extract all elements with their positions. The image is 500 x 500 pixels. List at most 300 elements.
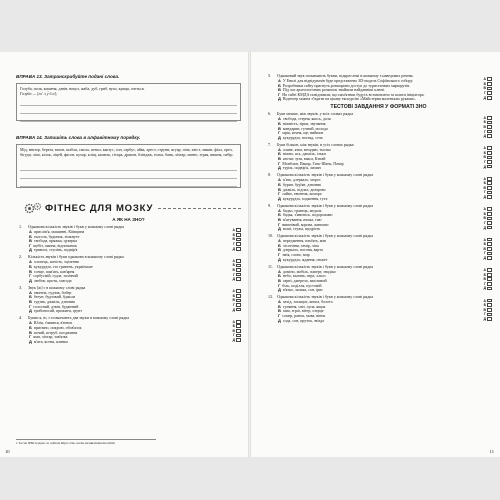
grid-letter: В xyxy=(483,246,486,251)
right-page xyxy=(251,52,500,457)
answer-grid xyxy=(476,77,492,100)
answer-option xyxy=(265,288,492,293)
answer-checkbox[interactable] xyxy=(487,238,492,242)
answer-checkbox[interactable] xyxy=(236,294,241,298)
answer-grid xyxy=(476,146,492,169)
answer-option xyxy=(265,227,492,232)
option-letter: Б xyxy=(278,181,281,187)
answer-option xyxy=(16,340,241,345)
answer-grid xyxy=(476,268,492,291)
option-text: любов, щастя, злагода xyxy=(33,277,72,283)
grid-letter: Г xyxy=(484,220,486,225)
option-letter: Д xyxy=(278,165,281,171)
answer-option xyxy=(265,166,492,171)
option-text: яготяг, зузя, вакса, Китай xyxy=(282,156,326,162)
grid-letter: Д xyxy=(232,246,235,251)
option-text: доміно, мобіль, паперт, знадіко xyxy=(282,268,336,274)
question-text: Звук [ж] є в кожному слові рядка xyxy=(28,284,86,290)
option-text: тривога, ступінь, подвір'я xyxy=(33,247,78,253)
answer-option xyxy=(265,197,492,202)
grid-letter: Г xyxy=(484,251,486,256)
question-text: Однакова кількість звуків і букв у кожному слові рядка xyxy=(28,224,125,229)
answer-checkbox[interactable] xyxy=(236,273,241,277)
option-letter: А xyxy=(29,320,32,326)
option-text: бурян, бур'ян, дзвоник xyxy=(282,181,322,187)
grid-letter: А xyxy=(232,319,235,324)
question-number: 11. xyxy=(268,263,273,269)
fitness-header xyxy=(24,202,241,215)
grid-letter: А xyxy=(483,176,486,181)
grid-letter: В xyxy=(232,237,235,242)
answer-grid-row xyxy=(225,246,241,251)
answer-checkbox[interactable] xyxy=(236,308,241,312)
option-letter: Б xyxy=(278,303,281,309)
question-10 xyxy=(265,234,492,262)
exercise-13-example: Голуба — [гоʹ л у́ б а]; xyxy=(20,91,58,97)
option-letter: В xyxy=(29,329,32,335)
answer-grid xyxy=(225,289,241,312)
tests-title: ТЕСТОВІ ЗАВДАННЯ У ФОРМАТІ ЗНО xyxy=(330,104,427,111)
grid-letter: Д xyxy=(483,286,486,291)
option-letter: Д xyxy=(29,308,32,314)
option-letter: В xyxy=(278,156,281,162)
option-letter: А xyxy=(278,116,281,122)
grid-letter: Г xyxy=(233,333,235,338)
question-1 xyxy=(16,225,241,253)
option-text: бадьо, гравець, медаль xyxy=(282,207,322,213)
answer-checkbox[interactable] xyxy=(487,212,492,216)
option-text: приємно, покрою, обов'язок xyxy=(33,324,82,330)
option-text: На сайті КМДА повідомили, що пам'ятник будуть встановлено за кошти ініціатора. xyxy=(282,91,425,97)
option-letter: Д xyxy=(278,317,281,323)
question-text: Однакова кількість звуків і букв у кожному слові рядка xyxy=(277,202,374,208)
option-letter: А xyxy=(278,238,281,244)
answer-option xyxy=(265,258,492,263)
option-text: п'ять, дзеркало, мороз xyxy=(282,177,321,183)
answer-checkbox[interactable] xyxy=(236,277,241,281)
answer-checkbox[interactable] xyxy=(487,125,492,129)
answer-checkbox[interactable] xyxy=(487,221,492,225)
option-text: сонце, пам'ять, кав'ярня xyxy=(33,268,75,274)
option-letter: В xyxy=(29,238,32,244)
option-text: кукурудза, ждання, сюжет xyxy=(282,256,328,262)
answer-checkbox[interactable] xyxy=(487,268,492,272)
option-letter: Д xyxy=(29,277,32,283)
answer-checkbox[interactable] xyxy=(487,151,492,155)
answer-checkbox[interactable] xyxy=(236,303,241,307)
dashed-rule xyxy=(158,208,241,209)
question-number: 1. xyxy=(19,224,23,229)
answer-grid xyxy=(476,207,492,230)
option-letter: Д xyxy=(29,338,32,344)
grid-letter: Г xyxy=(484,190,486,195)
option-text: кукурудза, ходження, гута xyxy=(282,195,328,201)
option-text: гвинтік, гудзик, бобер xyxy=(33,289,72,295)
answer-checkbox[interactable] xyxy=(487,217,492,221)
answer-checkbox[interactable] xyxy=(487,277,492,281)
grid-letter: А xyxy=(483,268,486,273)
grid-letter: В xyxy=(232,298,235,303)
exercise-13-box xyxy=(16,83,241,121)
question-number: 9. xyxy=(268,202,272,208)
option-text: сода, сон, пруток, звізда xyxy=(282,317,324,323)
question-3 xyxy=(16,286,241,314)
grid-letter: Д xyxy=(232,338,235,343)
grid-letter: Д xyxy=(483,225,486,230)
question-text: Букв менше, ніж звуків, у всіх словах рядка xyxy=(277,111,354,117)
option-text: грибоносий, прожити, ґрунт xyxy=(33,308,83,314)
option-letter: Д xyxy=(29,247,32,253)
grid-letter: Б xyxy=(483,181,486,186)
grid-letter: Б xyxy=(483,81,486,86)
question-text: Однаковий звук позначають букви, підкреслені в кожному з наведених речень xyxy=(277,73,414,78)
answer-checkbox[interactable] xyxy=(487,282,492,286)
answer-checkbox[interactable] xyxy=(487,177,492,181)
grid-letter: Г xyxy=(484,160,486,165)
grid-letter: Г xyxy=(484,281,486,286)
answer-checkbox[interactable] xyxy=(487,116,492,120)
option-text: сорбусмій, гудза, залізний xyxy=(33,273,78,279)
grid-letter: Д xyxy=(483,164,486,169)
answer-checkbox[interactable] xyxy=(236,334,241,338)
answer-checkbox[interactable] xyxy=(487,299,492,303)
answer-checkbox[interactable] xyxy=(236,329,241,333)
grid-letter: В xyxy=(483,155,486,160)
question-number: 10. xyxy=(268,233,274,239)
answer-grid xyxy=(476,237,492,260)
answer-grid-row xyxy=(476,134,492,139)
grid-letter: Д xyxy=(483,134,486,139)
answer-lines xyxy=(20,163,237,187)
option-text: гьоголь, будинок, зімкнуте xyxy=(33,233,80,239)
book-spread xyxy=(0,52,500,457)
option-letter: Б xyxy=(278,120,281,126)
answer-checkbox[interactable] xyxy=(487,252,492,256)
option-letter: Г xyxy=(278,91,281,97)
answer-checkbox[interactable] xyxy=(236,247,241,251)
grid-letter: А xyxy=(483,146,486,151)
option-text: турок, подвір'я, лиман xyxy=(282,165,321,171)
answer-checkbox[interactable] xyxy=(236,324,241,328)
option-letter: Б xyxy=(278,82,281,88)
option-letter: А xyxy=(29,259,32,265)
exercise-14-title: ВПРАВА 14. Запишіть слова в алфавітному порядку. xyxy=(16,135,141,140)
option-letter: В xyxy=(278,125,281,131)
answer-grid-row xyxy=(225,338,241,343)
answer-checkbox[interactable] xyxy=(487,273,492,277)
option-letter: В xyxy=(278,216,281,222)
option-text: м'ятування, юшка, гаю xyxy=(282,216,322,222)
answer-checkbox[interactable] xyxy=(487,156,492,160)
question-text: Кількість звуків і букв однакова в кожному слові рядка xyxy=(28,254,124,260)
grid-letter: В xyxy=(232,328,235,333)
option-text: Юлія, з'явився, в'юнок xyxy=(33,320,73,326)
option-text: ніжність, зірки, звучання xyxy=(282,120,326,126)
answer-checkbox[interactable] xyxy=(487,186,492,190)
option-text: Під час археологічних розкопок знайшли найдавніші ключі. xyxy=(282,87,386,93)
option-text: Монблан, Пакир, Гизь-Шань, Памір xyxy=(282,160,344,166)
option-text: У Енклі для відвідувачів буде представлено 3D-модель Софіївського собору. xyxy=(282,77,414,83)
option-letter: А xyxy=(278,299,281,305)
answer-checkbox[interactable] xyxy=(487,77,492,81)
question-number: 3. xyxy=(19,284,23,290)
question-8 xyxy=(265,173,492,201)
answer-checkbox[interactable] xyxy=(487,96,492,100)
question-text: Однакова кількість звуків і букв у кожному слові рядка xyxy=(277,172,374,178)
answer-checkbox[interactable] xyxy=(487,303,492,307)
option-text: біль, поділля, пустомій xyxy=(282,282,322,288)
answer-grid-row xyxy=(476,286,492,291)
option-letter: Г xyxy=(278,252,281,258)
answer-checkbox[interactable] xyxy=(487,207,492,211)
option-text: гарні, джерело, мисливий xyxy=(282,277,327,283)
answer-grid-row xyxy=(476,195,492,200)
answer-checkbox[interactable] xyxy=(487,134,492,138)
answer-option xyxy=(265,97,492,102)
grid-letter: Г xyxy=(233,272,235,277)
option-letter: Б xyxy=(29,324,32,330)
answer-checkbox[interactable] xyxy=(487,160,492,164)
question-text: Букв більше, ніж звуків, в усіх словах рядка xyxy=(277,141,354,147)
left-questions xyxy=(16,225,241,344)
option-text: ясний, яструб, поєднання xyxy=(33,329,78,335)
question-number: 4. xyxy=(19,315,23,321)
answer-grid-row xyxy=(225,277,241,282)
answer-checkbox[interactable] xyxy=(487,247,492,251)
option-text: джміль, підпал, дніпрово xyxy=(282,186,326,192)
left-page xyxy=(0,52,249,457)
option-text: передження, пам'ять, мав xyxy=(282,238,326,244)
option-text: лісотіння, гамір, ліпа xyxy=(282,242,319,248)
answer-checkbox[interactable] xyxy=(487,256,492,260)
option-text: небо, калина, перл, хльос xyxy=(282,273,327,279)
answer-checkbox[interactable] xyxy=(487,242,492,246)
answer-checkbox[interactable] xyxy=(236,228,241,232)
option-letter: Г xyxy=(278,160,281,166)
fitness-title: ФІТНЕС ДЛЯ МОЗКУ xyxy=(45,203,154,214)
grid-letter: Д xyxy=(483,256,486,261)
option-text: Відтепер можна з'їздити на цікаву екскурсію «Майстерня маленьких руками». xyxy=(282,96,417,102)
grid-letter: Д xyxy=(232,307,235,312)
page-number-left: 10 xyxy=(5,449,10,454)
option-letter: Г xyxy=(278,312,281,318)
exercise-13-title: ВПРАВА 13. Затранскрибуйте подані слова. xyxy=(16,74,120,79)
right-questions xyxy=(265,112,492,323)
exercise-13-words: Голуба, поля, кишеня, дзвін, вокул, жаба, дуб, гриб, вухо, криця, снється. xyxy=(20,86,145,91)
option-letter: Д xyxy=(278,287,281,293)
option-text: сяйво, гвинтик, комора xyxy=(282,191,322,197)
grid-letter: В xyxy=(483,216,486,221)
grid-letter: Г xyxy=(484,129,486,134)
answer-checkbox[interactable] xyxy=(487,226,492,230)
option-text: лляне, ятка, мемдаю, тьолко xyxy=(282,146,331,152)
grid-letter: В xyxy=(483,86,486,91)
question-12 xyxy=(265,295,492,323)
option-letter: Д xyxy=(278,195,281,201)
question-5 xyxy=(265,74,492,102)
question-text: Однакова кількість звуків і букв у кожному слові рядка xyxy=(277,294,374,300)
answer-grid-row xyxy=(225,307,241,312)
option-text: гуляння, світ, лупа, ящик xyxy=(282,303,326,309)
answer-checkbox[interactable] xyxy=(236,264,241,268)
exercise-14-box xyxy=(16,144,241,188)
grid-letter: В xyxy=(232,267,235,272)
grid-letter: Б xyxy=(232,293,235,298)
answer-checkbox[interactable] xyxy=(487,287,492,291)
option-text: ніжно, ясь, джміль, ільки xyxy=(282,151,326,157)
option-letter: Г xyxy=(29,303,32,309)
answer-checkbox[interactable] xyxy=(487,165,492,169)
answer-checkbox[interactable] xyxy=(236,242,241,246)
option-letter: Г xyxy=(278,282,281,288)
option-text: мандарин, гучний, молода xyxy=(282,125,328,131)
exercise-14-words: Мід, вектор, береза, вазон, шабля, смола, пенал, кактус, сон, сарбус, айва, хрест, струни, ягуар, ліна, хвіст, лиман, фіал, орел, бігуди, ліпа, кілок, ліцей, фасон, кухар, кліщ, кашель, гітара, дракон, бліндаж, голка, баня, ліхтар, манто, зграя, вишня, сибір. xyxy=(20,147,234,158)
option-text: Розробники сайту прагнуть розширити доступ до туристичних маршрутів. xyxy=(282,82,411,88)
answer-checkbox[interactable] xyxy=(236,338,241,342)
grid-letter: Г xyxy=(233,242,235,247)
option-text: м'ята, ясеня, ялинка xyxy=(33,338,68,344)
answer-checkbox[interactable] xyxy=(487,130,492,134)
answer-checkbox[interactable] xyxy=(236,238,241,242)
answer-lines xyxy=(20,98,237,122)
option-text: бадья, з'явитись, подорожжю xyxy=(282,212,333,218)
exercise-13 xyxy=(16,74,241,121)
answer-grid-row xyxy=(476,317,492,322)
grid-letter: Б xyxy=(483,272,486,277)
answer-checkbox[interactable] xyxy=(487,87,492,91)
option-letter: А xyxy=(278,207,281,213)
answer-checkbox[interactable] xyxy=(487,191,492,195)
answer-checkbox[interactable] xyxy=(236,320,241,324)
option-text: в'ятко, лялька, сон, ірис xyxy=(282,287,324,293)
question-text: Букви я, ю, є позначають два звуки в кожному слові рядка xyxy=(28,315,130,321)
answer-checkbox[interactable] xyxy=(487,82,492,86)
option-letter: А xyxy=(278,77,281,83)
answer-checkbox[interactable] xyxy=(236,233,241,237)
option-letter: В xyxy=(278,87,281,93)
question-number: 7. xyxy=(268,141,272,147)
question-4 xyxy=(16,316,241,344)
option-text: хлопець, ясність, зцілення xyxy=(33,259,79,265)
grid-letter: Б xyxy=(483,303,486,308)
answer-checkbox[interactable] xyxy=(487,181,492,185)
option-text: кукурудза, сто гривень, українське xyxy=(33,263,93,269)
answer-checkbox[interactable] xyxy=(487,313,492,317)
option-letter: Д xyxy=(278,226,281,232)
answer-grid xyxy=(476,176,492,199)
grid-letter: Г xyxy=(233,303,235,308)
question-number: 5. xyxy=(268,73,272,78)
answer-checkbox[interactable] xyxy=(236,289,241,293)
option-text: воші, стужа, щедрість xyxy=(282,226,321,232)
option-letter: В xyxy=(29,299,32,305)
grid-letter: Г xyxy=(484,312,486,317)
question-number: 2. xyxy=(19,254,23,260)
option-letter: А xyxy=(29,228,32,234)
grid-letter: Д xyxy=(483,195,486,200)
answer-grid-row xyxy=(476,164,492,169)
option-text: захід, захищає, книга, болото xyxy=(282,299,333,305)
grid-letter: В xyxy=(483,307,486,312)
grid-letter: В xyxy=(483,277,486,282)
grid-letter: Д xyxy=(483,95,486,100)
option-text: прислів'я, машинні, Кіївщина xyxy=(33,228,85,234)
answer-option xyxy=(16,279,241,284)
option-text: щебіт, ожина, відпочинок xyxy=(33,242,77,248)
answer-grid-row xyxy=(476,95,492,100)
grid-letter: Б xyxy=(232,232,235,237)
answer-checkbox[interactable] xyxy=(487,91,492,95)
gears-icon xyxy=(24,202,42,215)
answer-grid xyxy=(225,228,241,251)
option-letter: Д xyxy=(278,134,281,140)
zno-subheading: А ЯК НА ЗНО? xyxy=(112,217,145,222)
grid-letter: В xyxy=(483,185,486,190)
answer-checkbox[interactable] xyxy=(236,299,241,303)
option-text: голосний, дзвін, буджений xyxy=(33,303,79,309)
option-letter: А xyxy=(278,268,281,274)
grid-letter: А xyxy=(232,289,235,294)
answer-option xyxy=(16,248,241,253)
option-letter: В xyxy=(278,277,281,283)
grid-letter: А xyxy=(232,228,235,233)
answer-grid xyxy=(476,115,492,138)
option-letter: В xyxy=(278,308,281,314)
option-text: дзеркало, погоня, варта xyxy=(282,247,323,253)
option-letter: Б xyxy=(29,263,32,269)
grid-letter: А xyxy=(483,237,486,242)
option-letter: Г xyxy=(29,273,32,279)
answer-checkbox[interactable] xyxy=(236,268,241,272)
answer-option xyxy=(265,136,492,141)
question-7 xyxy=(265,143,492,171)
answer-grid xyxy=(225,319,241,342)
option-text: мрія, яєчня, ще, вийшов xyxy=(282,130,324,136)
question-number: 6. xyxy=(268,111,272,117)
option-letter: Д xyxy=(278,96,281,102)
grid-letter: А xyxy=(483,115,486,120)
option-letter: Б xyxy=(29,294,32,300)
question-number: 8. xyxy=(268,172,272,178)
question-2 xyxy=(16,255,241,283)
answer-grid xyxy=(225,258,241,281)
grid-letter: Д xyxy=(232,277,235,282)
grid-letter: А xyxy=(483,77,486,82)
answer-checkbox[interactable] xyxy=(487,121,492,125)
grid-letter: Д xyxy=(483,316,486,321)
option-text: гудзик, джміль, дзвоник xyxy=(33,299,76,305)
option-letter: Б xyxy=(29,233,32,239)
option-letter: Б xyxy=(278,212,281,218)
grid-letter: А xyxy=(232,258,235,263)
footnote: 1 Тести ЗНО подано за сайтом https://zno.osvita.ua/ukrainian/zno.html xyxy=(16,439,156,445)
answer-grid-row xyxy=(476,256,492,261)
option-text: змія, слово, мир xyxy=(282,252,310,258)
answer-option xyxy=(16,309,241,314)
question-text: Однакова кількість звуків і букв у кожному слові рядка xyxy=(277,233,374,239)
question-number: 12. xyxy=(268,294,274,300)
answer-checkbox[interactable] xyxy=(487,317,492,321)
answer-checkbox[interactable] xyxy=(487,195,492,199)
answer-grid xyxy=(476,298,492,321)
answer-grid-row xyxy=(476,225,492,230)
grid-letter: Б xyxy=(483,120,486,125)
answer-checkbox[interactable] xyxy=(487,308,492,312)
question-text: Однакова кількість звуків і букв у кожному слові рядка xyxy=(277,263,374,269)
option-text: вишнівий, корова, живопис xyxy=(282,221,329,227)
answer-checkbox[interactable] xyxy=(236,259,241,263)
answer-checkbox[interactable] xyxy=(487,146,492,150)
